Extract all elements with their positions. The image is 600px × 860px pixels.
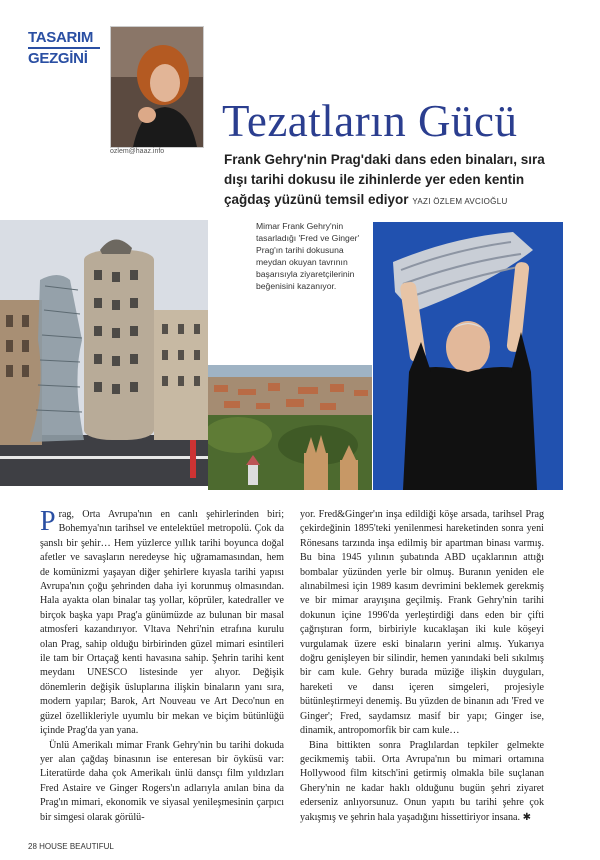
folio <box>28 842 114 851</box>
gehry-portrait-photo <box>373 222 563 490</box>
body-column-1 <box>40 508 284 825</box>
paragraph-text: rag, Orta Avrupa'nın en canlı şehirlerinden biri; Bohemya'nın tarihsel ve entelektüel metropolü. Çok da şanslı bir şehir… Hem yüzlerce yıllık tarihi boyunca doğal afetler ve savaşların neredeyse hiç uğramamasından, hem de komünizmi yaşayan diğer şehirlere kıyasla tarihi yapısı Avrupa'nın çoğu şehrinden daha iyi korunmuş olmasından. Hala ayakta olan binalar taş yollar, köprüler, katedraller ve birçok başka yapı Prag'a günümüzde az bulunan bir masal atmosferi kazandırıyor. Vltava Nehri'nin etrafına kurulu olan Prag, sahip olduğu birbirinden güzel mimari esintileri ile tam bir Ortaçağ kenti havasına sahip. Şehrin tarihi kent meydanı UNESCO listesinde yer alıyor. Değişik dönemlerin değişik üsluplarına ilişkin binaların yanı sıra, modern yapılar; Barok, Art Nouveau ve Art Deco'nun en güzel özellikleriyle uyumlu bir mekan ve biçim bütünlüğü içinde Prag'da yan yana. <box>40 509 284 737</box>
paragraph: yor. Fred&Ginger'ın inşa edildiği köşe arsada, tarihsel Prag çekirdeğinin 1895'teki yenilenmesi hareketinden sonra yeni Rönesans tarzında inşa edilmiş bir apartman binası varmış. Bu bina 1945 yılının şubatında ABD uçaklarının attığı bombalar yüzünden yerle bir olmuş. Buranın yeniden ele alınabilmesi için 1989 kasım devrimini beklemek gerekmiş ve bir mimar arayışına geçilmiş. Frank Gehry'nin tarihi dokunun içine 1996'da yerleştirdiği dans eden bir çifti çağrıştıran form, birbiriyle kucaklaşan iki kule köşeyi vurgulamak üzere eski binaların yerini almış. Yukarıya doğru genişleyen bir silindir, hemen yanındaki beli sıkılmış bir cam kule. Gehry burada müziğe ilişkin duyguları, hareketi ve dansı içeren simgeleri, projesiyle bütünleştirmeyi denemiş. Bu yüzden de binanın adı 'Fred ve Ginger'; Fred, saydamsız masif bir yapı; Ginger ise, dinamik, antropomorfik bir cam kule… <box>300 509 544 737</box>
drop-cap: P <box>40 506 56 537</box>
photo-caption: Mimar Frank Gehry'nin tasarladığı 'Fred ve Ginger' Prag'ın tarihi dokusuna meydan okuyan tavrının başarısıyla ziyaretçilerinin beğenisini kazanıyor. <box>256 221 360 291</box>
article-deck <box>224 150 564 212</box>
page-number: 28 <box>28 842 37 851</box>
author-email: ozlem@haaz.info <box>110 148 165 155</box>
paragraph: Bina bittikten sonra Praglılardan tepkiler gelmekte gecikmemiş tabii. Orta Avrupa'nın bu mimari ortamına Hollywood film kitsch'ini getirmiş olmakla bile suçlanan Ghery'nin ne kadar haklı olduğunu bugün şehri ziyaret ederseniz anlıyorsunuz. Onun yapıtı bu tarihi şehre çok yakışmış ve şehrin hala yaşadığını hissettiriyor insana. ✱ <box>300 739 544 823</box>
article-title: Tezatların Gücü <box>222 96 518 146</box>
section-kicker <box>28 30 100 66</box>
kicker-line1: TASARIM <box>28 29 94 46</box>
kicker-rule <box>28 47 100 49</box>
body-column-2 <box>300 508 544 825</box>
paragraph <box>40 508 284 739</box>
author-photo <box>110 26 204 148</box>
magazine-name: HOUSE BEAUTIFUL <box>39 842 114 851</box>
kicker-line2: GEZGİNİ <box>28 50 88 67</box>
dancing-house-photo <box>0 220 208 486</box>
deck-text: Frank Gehry'nin Prag'daki dans eden binaları, sıra dışı tarihi dokusu ile zihinlerde yer eden kentin çağdaş yüzünü temsil ediyor <box>224 152 545 207</box>
prague-city-photo <box>208 365 372 490</box>
byline: YAZI ÖZLEM AVCIOĞLU <box>412 197 508 206</box>
paragraph: Ünlü Amerikalı mimar Frank Gehry'nin bu tarihi dokuda yer alan çağdaş binasının ise enteresan bir öyküsü var: Literatürde daha çok Amerikalı ünlü dansçı film yıldızları Fred Astaire ve Ginger Rogers'ın adlarıyla anılan bina da Prag'ın mimari, ekonomik ve siyasal yenileşmesinin çarpıcı bir simgesi olarak görülü- <box>40 739 284 823</box>
